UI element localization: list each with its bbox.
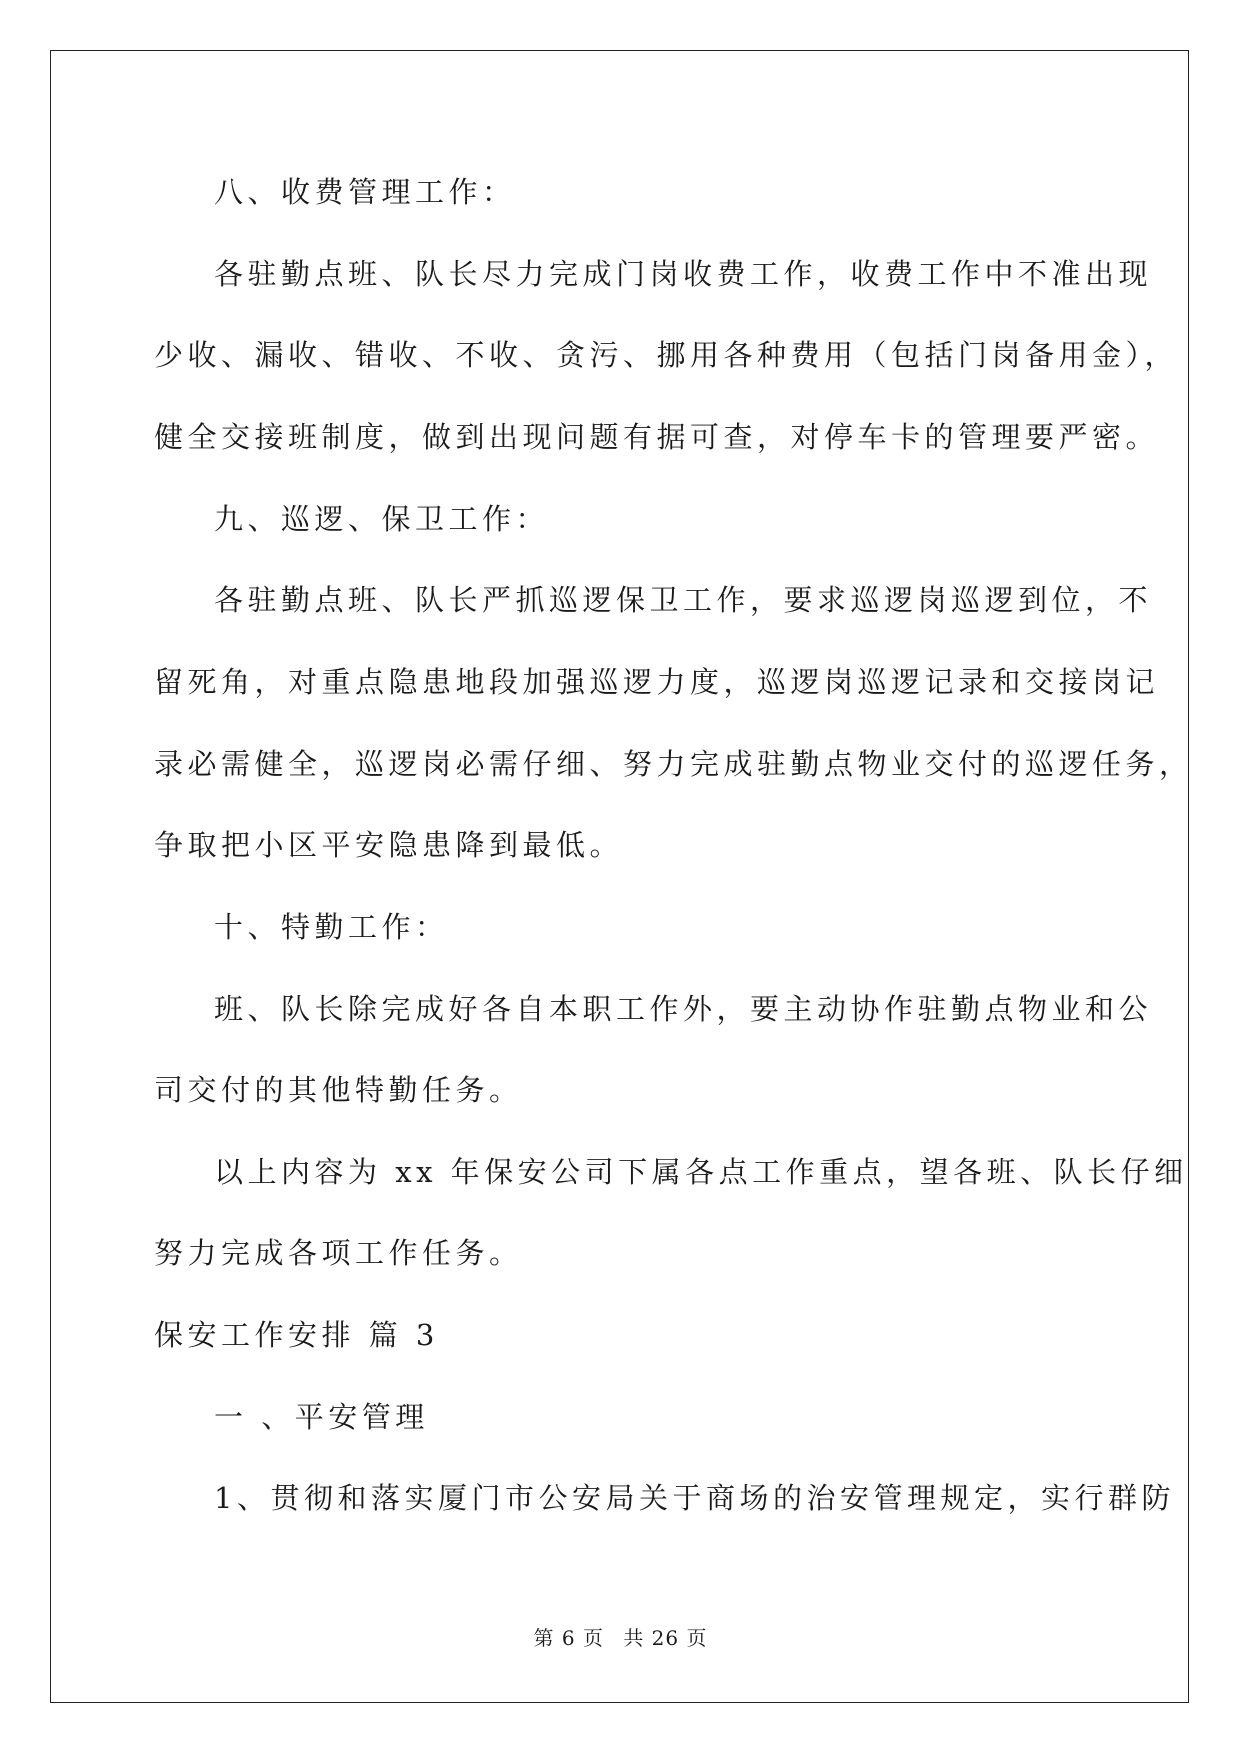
paragraph-line: 留死角，对重点隐患地段加强巡逻力度，巡逻岗巡逻记录和交接岗记 <box>154 665 1160 699</box>
section-heading-special-duty: 十、特勤工作： <box>214 910 449 944</box>
page-number: 第 6 页 <box>533 1626 604 1650</box>
section-heading-patrol: 九、巡逻、保卫工作： <box>214 502 550 536</box>
paragraph-line: 少收、漏收、错收、不收、贪污、挪用各种费用（包括门岗备用金）， <box>154 338 1179 372</box>
article-title: 保安工作安排 篇 3 <box>154 1318 439 1352</box>
paragraph-line: 司交付的其他特勤任务。 <box>154 1073 523 1107</box>
section-heading-safety: 一 、平安管理 <box>214 1400 429 1434</box>
paragraph-line: 健全交接班制度，做到出现问题有据可查，对停车卡的管理要严密。 <box>154 420 1160 454</box>
page-border <box>50 50 1189 1703</box>
paragraph-line: 班、队长除完成好各自本职工作外，要主动协作驻勤点物业和公 <box>214 992 1153 1026</box>
paragraph-line: 各驻勤点班、队长尽力完成门岗收费工作，收费工作中不准出现 <box>214 257 1153 291</box>
paragraph-line: 争取把小区平安隐患降到最低。 <box>154 828 624 862</box>
page-footer <box>0 1622 1241 1651</box>
paragraph-line: 以上内容为 xx 年保安公司下属各点工作重点，望各班、队长仔细 <box>214 1155 1188 1189</box>
paragraph-line: 1、贯彻和落实厦门市公安局关于商场的治安管理规定，实行群防 <box>214 1481 1175 1515</box>
paragraph-line: 努力完成各项工作任务。 <box>154 1236 523 1270</box>
paragraph-line: 录必需健全，巡逻岗必需仔细、努力完成驻勤点物业交付的巡逻任务， <box>154 747 1193 781</box>
paragraph-line: 各驻勤点班、队长严抓巡逻保卫工作，要求巡逻岗巡逻到位，不 <box>214 583 1153 617</box>
page-total: 共 26 页 <box>623 1626 708 1650</box>
section-heading-fee-management: 八、收费管理工作： <box>214 175 516 209</box>
